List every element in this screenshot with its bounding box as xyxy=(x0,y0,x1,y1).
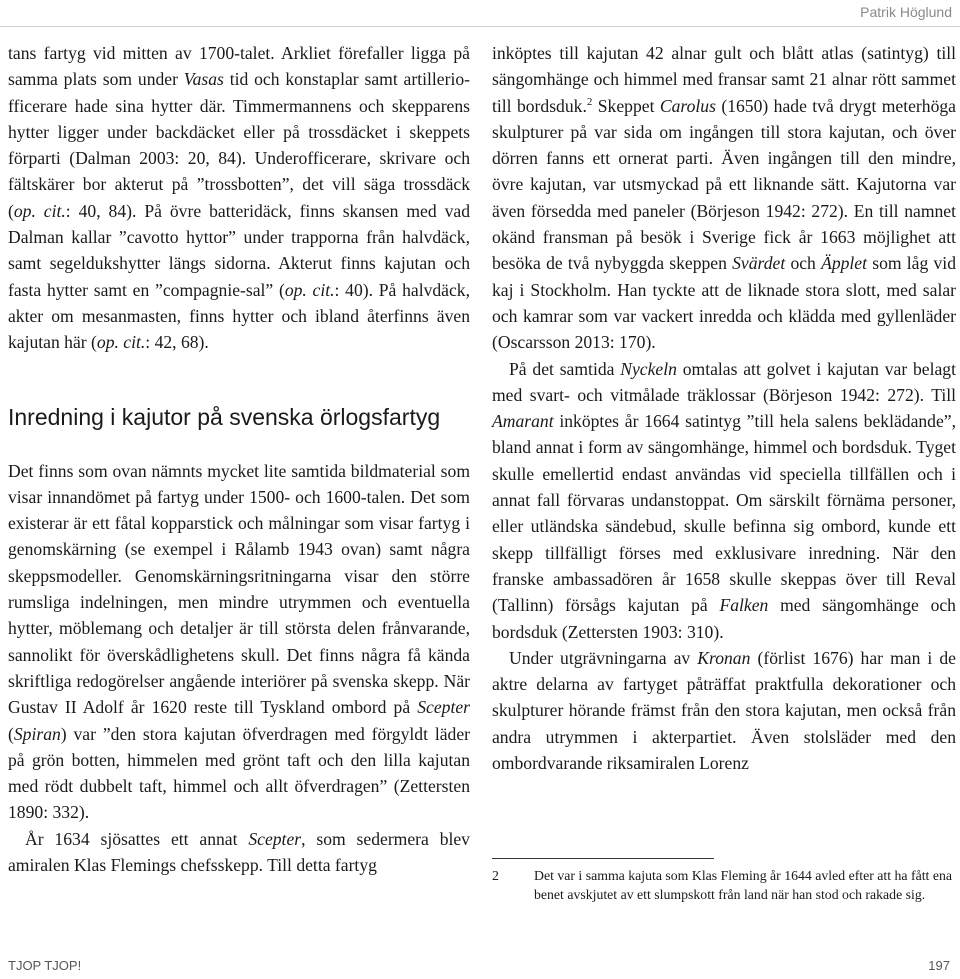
paragraph-right-3: Under utgrävningarna av Kronan (förlist 1676) har man i de aktre delarna av fartyget påträffat praktfulla dekorationer och skulpturer hörande främst från den stora kajutan, men också från andra utrymmen i akterpartiet. Även stolsläder med den ombordvarande riksamiralen Lorenz xyxy=(492,647,956,774)
footnote xyxy=(492,866,960,904)
italic-title: Amarant xyxy=(492,411,554,432)
paragraph-left-1: tans fartyg vid mitten av 1700-talet. Arkliet förefaller ligga på samma plats som under Vasas tid och konstaplar samt artilleriofficerare hade sina hytter där. Timmermannens och skepparens hytter ligger under backdäcket eller på trossdäcket i skeppets förparti (Dalman 2003: 20, 84). Underofficerare, skrivare och fältskärer bor akterut på ”trossbotten”, det vill säga trossdäck (op. cit.: 40, 84). På övre batteridäck, finns skansen med vad Dalman kallar ”cavotto hyttor” under trapporna från halvdäck, samt segeldukshytter längs sidorna. Akterut finns kajutan och fasta hytter samt en ”compagnie-sal” (op. cit.: 40). På halvdäck, akter om mesanmasten, finns hytter och ibland återfinns även kajutan här (op. cit.: 42, 68). xyxy=(8,43,470,353)
header-rule xyxy=(0,26,960,27)
italic-title: Kronan xyxy=(697,647,751,668)
italic-title: Nyckeln xyxy=(620,358,677,379)
footer-journal-title: TJOP TJOP! xyxy=(8,958,82,973)
paragraph-left-2: Det finns som ovan nämnts mycket lite samtida bildmaterial som visar innandömet på fartyg under 1500- och 1600-talen. Det som existerar är ett fåtal kopparstick och målningar som visar fartyg i genomskärning (se exempel i Rålamb 1943 ovan) samt några skeppsmodeller. Genomskärningsritningarna visar den större rumsliga indelningen, men mindre utrymmen och eventuella hytter, möblemang och detaljer är till största delen frånvarande, sannolikt för överskådlighetens skull. Det finns några få kända skriftliga redogörelser angående interiörer på svenska skepp. När Gustav II Adolf år 1620 reste till Tyskland ombord på Scepter (Spiran) var ”den stora kajutan öfverdragen med förgyldt läder på grön botten, himmelen med grönt taft och den lilla kajutan med rödt dubbelt taft, himmel och allt öfverdragen” (Zettersten 1890: 332). xyxy=(8,460,470,823)
footnote-text: Det var i samma kajuta som Klas Fleming år 1644 avled efter att ha fått ena benet avskjutet av ett slumpskott från land när han stod och rakade sig. xyxy=(534,868,952,902)
section-heading: Inredning i kajutor på svenska örlogsfartyg xyxy=(8,403,441,430)
left-column xyxy=(8,40,470,878)
italic-title: op. cit. xyxy=(13,200,66,221)
running-head-author: Patrik Höglund xyxy=(860,4,952,20)
right-column xyxy=(492,40,956,776)
paragraph-right-1: inköptes till kajutan 42 alnar gult och blått atlas (satintyg) till sängomhänge och himmel med fransar samt 21 alnar rött sammet till bordsduk.$^2$ Skeppet Carolus (1650) hade två drygt meterhöga skulpturer på var sida om ingången till stora kajutan, och över dörren fanns ett ornerat parti. Även ingången till den mindre, övre kajutan, var utsmyckad på ett liknande sätt. Kajutorna var även försedda med paneler (Börjeson 1942: 272). En till namnet okänd fransman på besök i Sverige fick år 1663 möjlighet att besöka de två nybyggda skeppen Svärdet och Äpplet som låg vid kaj i Stockholm. Han tyckte att de liknade stora slott, med salar och kamrar som var vackert inredda och klädda med gyllenläder (Oscarsson 2013: 170). xyxy=(492,43,956,353)
italic-title: Svärdet xyxy=(732,253,786,274)
italic-title: Vasas xyxy=(183,69,224,90)
footnote-rule xyxy=(492,858,714,859)
italic-title: Spiran xyxy=(13,723,61,744)
paragraph-right-2: På det samtida Nyckeln omtalas att golvet i kajutan var belagt med svart- och vitmålade träklossar (Börjeson 1942: 272). Till Amarant inköptes år 1664 satintyg ”till hela salens beklädande”, bland annat i form av sängomhänge, himmel och bordsduk. Tyget skulle emellertid endast användas vid speciella tillfällen och i annat fall förvaras undanstoppat. Om särskilt förnäma personer, eller utländska sändebud, skulle befinna sig ombord, kunde ett skepp tillfälligt förses med exklusivare inredning. När den franske ambassadören år 1658 skulle skeppas över till Reval (Tallinn) försågs kajutan på Falken med sängomhänge och bordsduk (Zettersten 1903: 310). xyxy=(492,358,956,642)
italic-title: Falken xyxy=(719,595,769,616)
footnote-number: 2 xyxy=(492,868,499,883)
paragraph-left-3: År 1634 sjösattes ett annat Scepter, som sedermera blev amiralen Klas Flemings chefsskepp. Till detta fartyg xyxy=(8,828,470,876)
italic-title: Carolus xyxy=(659,95,716,116)
italic-title: Scepter xyxy=(248,828,302,849)
footer-page-number: 197 xyxy=(928,958,950,973)
italic-title: op. cit. xyxy=(96,332,146,353)
italic-title: op. cit. xyxy=(284,279,335,300)
italic-title: Scepter xyxy=(417,697,470,718)
footnote-reference[interactable]: 2 xyxy=(586,95,593,108)
italic-title: Äpplet xyxy=(821,253,868,274)
